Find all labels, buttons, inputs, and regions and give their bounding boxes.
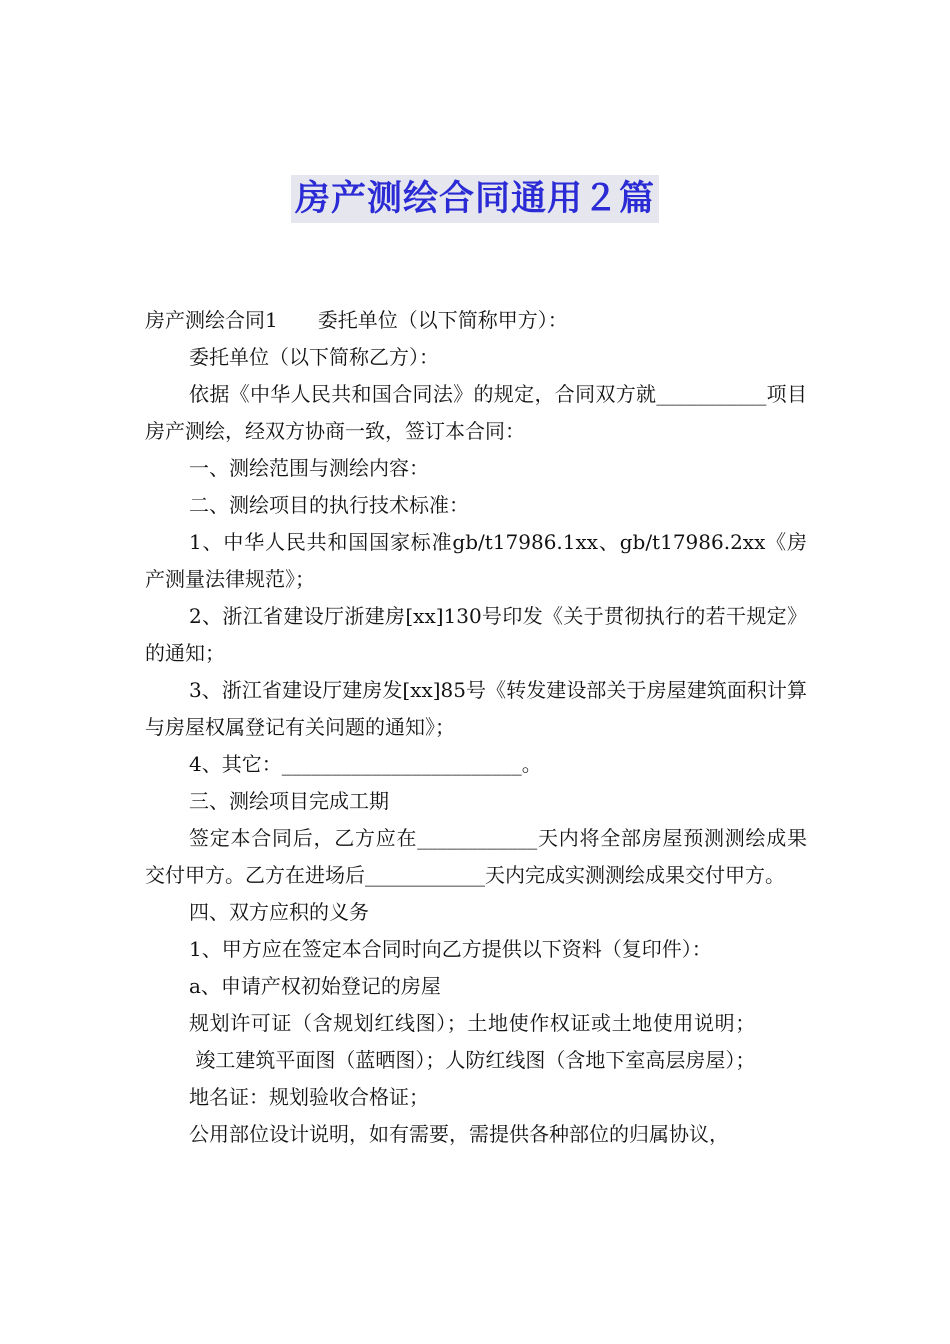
paragraph-basis: 依据《中华人民共和国合同法》的规定，合同双方就___________项目房产测绘，经双方协商一致，签订本合同：: [145, 382, 807, 443]
section-4-heading: 四、双方应积的义务: [189, 900, 369, 924]
section-2-heading: 二、测绘项目的执行技术标准：: [189, 493, 469, 517]
paragraph-party-b: 委托单位（以下简称乙方）：: [189, 345, 439, 369]
document-title: 房产测绘合同通用２篇: [291, 175, 659, 223]
standard-item-4: 4、其它：________________________。: [189, 752, 542, 776]
section-1-heading: 一、测绘范围与测绘内容：: [189, 456, 429, 480]
standard-item-2: 2、浙江省建设厅浙建房[xx]130号印发《关于贯彻执行的若干规定》的通知；: [145, 604, 807, 665]
paragraph-schedule: 签定本合同后，乙方应在____________天内将全部房屋预测测绘成果交付甲方。乙方在进场后____________天内完成实测测绘成果交付甲方。: [145, 826, 807, 887]
document-list-line-1: 规划许可证（含规划红线图）；土地使作权证或土地使用说明；: [189, 1011, 756, 1035]
document-list-line-4: 公用部位设计说明，如有需要，需提供各种部位的归属协议，: [189, 1122, 729, 1146]
standard-item-3: 3、浙江省建设厅建房发[xx]85号《转发建设部关于房屋建筑面积计算与房屋权属登记有关问题的通知》；: [145, 678, 807, 739]
standard-item-1: 1、中华人民共和国国家标准gb/t17986.1xx、gb/t17986.2xx《房产测量法律规范》；: [145, 530, 807, 591]
document-list-line-2: 竣工建筑平面图（蓝晒图）；人防红线图（含地下室高层房屋）；: [189, 1048, 756, 1072]
obligation-item-a: a、申请产权初始登记的房屋: [189, 974, 441, 998]
title-area: [0, 175, 950, 223]
document-list-line-3: 地名证：规划验收合格证；: [189, 1085, 429, 1109]
paragraph-heading-contract-1: 房产测绘合同1 委托单位（以下简称甲方）：: [145, 308, 568, 332]
document-body: [145, 302, 807, 1153]
obligation-item-1: 1、甲方应在签定本合同时向乙方提供以下资料（复印件）：: [189, 937, 712, 961]
section-3-heading: 三、测绘项目完成工期: [189, 789, 389, 813]
